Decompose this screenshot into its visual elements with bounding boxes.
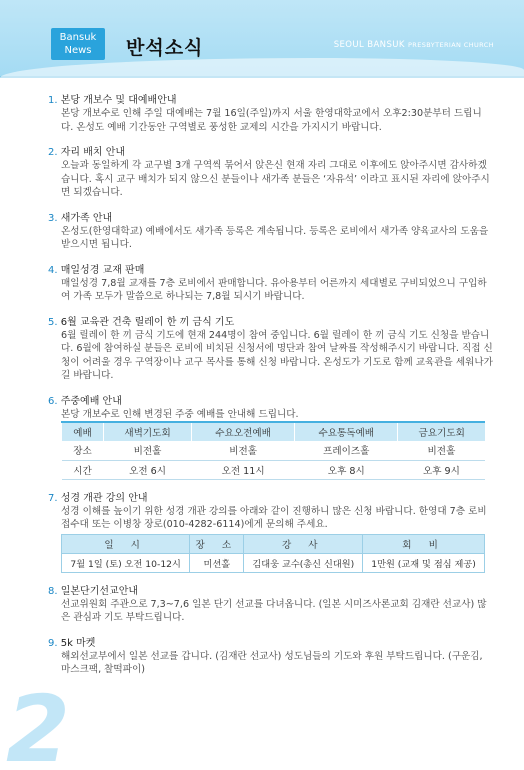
table-cell: 장소 bbox=[62, 441, 104, 460]
table-header-cell: 일 시 bbox=[62, 534, 190, 553]
announcement-title-text: 5k 마켓 bbox=[60, 637, 96, 649]
announcement-title bbox=[48, 94, 494, 107]
table-cell: 비전홀 bbox=[104, 441, 192, 460]
table-row bbox=[62, 553, 485, 572]
table-cell: 미션홀 bbox=[190, 553, 244, 572]
bansuk-news-logo bbox=[51, 28, 105, 60]
table-header-cell: 금요기도회 bbox=[398, 422, 485, 441]
announcement-item bbox=[48, 316, 494, 383]
announcement-title-text: 자리 배치 안내 bbox=[60, 147, 126, 158]
announcement-body: 선교위원회 주관으로 7,3~7,6 일본 단기 선교를 다녀옵니다. (일본 시미즈사론교회 김재란 선교사) 많은 관심과 기도 부탁드립니다. bbox=[61, 598, 487, 623]
table-header-cell: 장 소 bbox=[190, 534, 244, 553]
table-cell: 7월 1일 (토) 오전 10-12시 bbox=[62, 553, 190, 572]
announcement-number: 4. bbox=[48, 264, 58, 276]
page-number: 2 bbox=[6, 676, 71, 770]
announcement-body: 해외선교부에서 일본 선교를 갑니다. (김재란 선교사) 성도님들의 기도와 후원 부탁드립니다. (구운김, 마스크팩, 찰떡파이) bbox=[61, 650, 483, 675]
announcement-body: 6월 릴레이 한 끼 금식 기도에 현재 244명이 참여 중입니다. 6월 릴레이 한 끼 금식 기도 신청을 받습니다. 6월에 참여하실 분들은 로비에 비치된 신청서에 명단과 참여 날짜를 작성해주시기 바랍니다. 직접 신청이 어려울 경우 구역장이나 교구 목사를 통해 신청 바랍니다. 온성도가 기도로 함께 교육관을 세워나가길 바랍니다. bbox=[61, 329, 493, 381]
announcement-item bbox=[48, 146, 494, 200]
table-cell: 김대웅 교수(총신 신대원) bbox=[244, 553, 363, 572]
announcement-item bbox=[48, 585, 494, 625]
announcement-title-text: 주중예배 안내 bbox=[60, 395, 122, 407]
announcement-body: 본당 개보수로 인해 주일 대예배는 7월 16일(주일)까지 서울 한영대학교에서 오후2:30분부터 드립니다. 온성도 예배 기간동안 구역별로 풍성한 교제의 시간을 가지시기 바랍니다. bbox=[61, 108, 482, 133]
table-header-cell: 강 사 bbox=[244, 534, 363, 553]
announcement-number: 7. bbox=[48, 492, 58, 504]
church-name-small: PRESBYTERIAN CHURCH bbox=[407, 41, 494, 49]
church-name-main: SEOUL BANSUK bbox=[333, 40, 405, 50]
table-header-row bbox=[62, 422, 486, 441]
table-cell: 오전 11시 bbox=[192, 460, 295, 479]
table-cell: 오후 8시 bbox=[295, 460, 398, 479]
announcement-title bbox=[48, 264, 494, 277]
announcement-item bbox=[48, 637, 494, 677]
bible-lecture-table bbox=[61, 534, 485, 573]
announcement-title bbox=[48, 492, 494, 505]
announcement-title-text: 일본단기선교안내 bbox=[60, 585, 139, 597]
table-cell: 비전홀 bbox=[398, 441, 485, 460]
logo-line2: News bbox=[64, 45, 92, 56]
table-cell: 오전 6시 bbox=[104, 460, 192, 479]
table-header-row bbox=[62, 534, 485, 553]
announcement-item bbox=[48, 264, 494, 304]
table-cell: 오후 9시 bbox=[398, 460, 485, 479]
table-cell: 프레이즈홀 bbox=[295, 441, 398, 460]
announcement-item bbox=[48, 94, 494, 134]
announcement-body: 성경 이해를 높이기 위한 성경 개관 강의를 아래와 같이 진행하니 많은 신청 바랍니다. 한영대 7층 로비 접수대 또는 이병창 장로(010-4282-6114)에게 문의해 주세요. bbox=[61, 505, 487, 530]
announcement-number: 3. bbox=[48, 212, 58, 224]
announcement-title bbox=[48, 637, 494, 650]
table-cell: 1만원 (교재 및 점심 제공) bbox=[363, 553, 485, 572]
announcement-title-text: 새가족 안내 bbox=[60, 212, 113, 224]
church-name bbox=[334, 40, 494, 50]
table-header-cell: 수요오전예배 bbox=[192, 422, 295, 441]
announcement-number: 5. bbox=[48, 316, 58, 328]
announcement-item bbox=[48, 395, 494, 480]
announcement-item bbox=[48, 212, 494, 252]
announcement-body: 오늘과 동일하게 각 교구별 3개 구역씩 묶어서 앉은신 현재 자리 그대로 이후에도 앉아주시면 감사하겠습니다. 혹시 교구 배치가 되지 않으신 분들이나 새가족 분들은 ‘자유석’ 이라고 표시된 자리에 앉아주시면 되겠습니다. bbox=[61, 160, 490, 198]
announcement-number: 8. bbox=[48, 585, 58, 597]
announcement-body: 온성도(한영대학교) 예배에서도 새가족 등록은 계속됩니다. 등록은 로비에서 새가족 양육교사의 도움을 받으시면 됩니다. bbox=[61, 225, 489, 250]
announcement-number: 9. bbox=[48, 637, 58, 649]
page-header bbox=[0, 0, 524, 78]
announcement-title-text: 본당 개보수 및 대예배안내 bbox=[60, 95, 177, 106]
announcement-body: 본당 개보수로 인해 변경된 주중 예배를 안내해 드립니다. bbox=[61, 408, 299, 420]
table-row bbox=[62, 460, 486, 479]
table-header-cell: 새벽기도회 bbox=[104, 422, 192, 441]
table-header-cell: 회 비 bbox=[363, 534, 485, 553]
announcement-title bbox=[48, 146, 494, 159]
announcement-title bbox=[48, 395, 494, 408]
announcements bbox=[48, 94, 494, 689]
announcement-number: 2. bbox=[48, 147, 58, 158]
announcement-number: 6. bbox=[48, 395, 58, 407]
page-title: 반석소식 bbox=[126, 37, 204, 59]
table-row bbox=[62, 441, 486, 460]
announcement-title-text: 성경 개관 강의 안내 bbox=[60, 492, 148, 504]
weekday-worship-table bbox=[61, 421, 485, 480]
table-header-cell: 수요통독예배 bbox=[295, 422, 398, 441]
logo-line1: Bansuk bbox=[59, 32, 97, 43]
announcement-item bbox=[48, 492, 494, 573]
table-cell: 시간 bbox=[62, 460, 104, 479]
announcement-title-text: 6월 교육관 건축 릴레이 한 끼 금식 기도 bbox=[60, 316, 235, 328]
announcement-body: 매일성경 7,8월 교재를 7층 로비에서 판매합니다. 유아용부터 어른까지 세대별로 구비되었으니 구입하여 가족 모두가 말씀으로 하나되는 7,8월 되시기 바랍니다. bbox=[61, 277, 487, 302]
announcement-title bbox=[48, 316, 494, 329]
announcement-title bbox=[48, 585, 494, 598]
table-header-cell: 예배 bbox=[62, 422, 104, 441]
header-wave-decoration bbox=[0, 58, 524, 78]
table-cell: 비전홀 bbox=[192, 441, 295, 460]
announcement-number: 1. bbox=[48, 95, 58, 106]
announcement-title bbox=[48, 212, 494, 225]
announcement-title-text: 매일성경 교재 판매 bbox=[60, 264, 145, 276]
